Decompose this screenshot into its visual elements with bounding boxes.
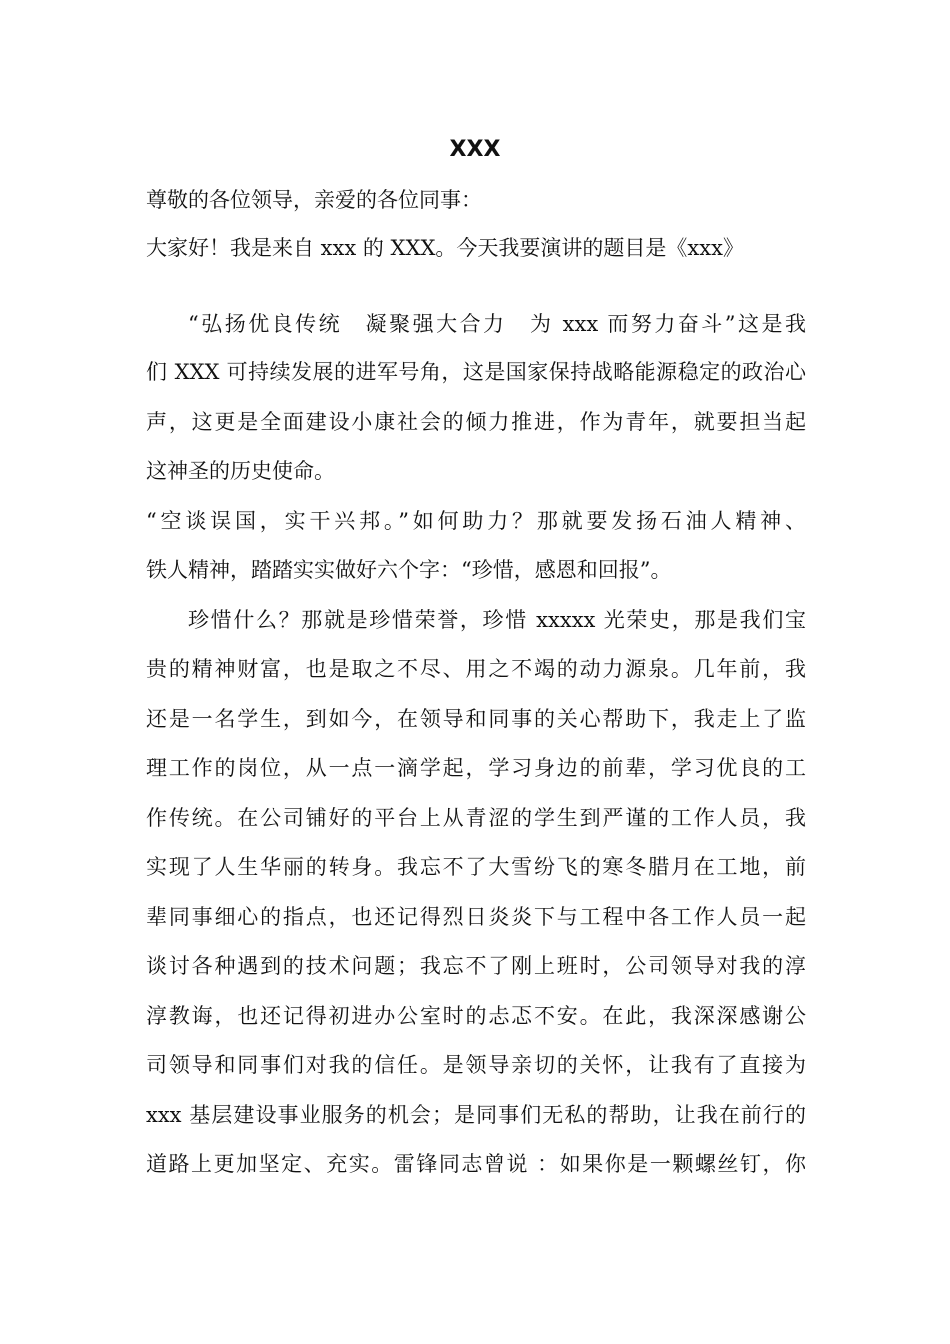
- paragraph-line: 们 XXX 可持续发展的进军号角，这是国家保持战略能源稳定的政治心: [146, 360, 806, 384]
- paragraph-line: 声，这更是全面建设小康社会的倾力推进，作为青年，就要担当起: [146, 410, 806, 434]
- paragraph-line: 贵的精神财富，也是取之不尽、用之不竭的动力源泉。几年前，我: [146, 657, 806, 681]
- paragraph-line: 理工作的岗位，从一点一滴学起，学习身边的前辈，学习优良的工: [146, 756, 806, 780]
- paragraph-line: 珍惜什么？那就是珍惜荣誉，珍惜 xxxxx 光荣史，那是我们宝: [188, 608, 806, 632]
- paragraph-line: 道路上更加坚定、充实。雷锋同志曾说 ：如果你是一颗螺丝钉，你: [146, 1152, 806, 1176]
- paragraph-line: “弘扬优良传统 凝聚强大合力 为 xxx 而努力奋斗”这是我: [188, 312, 806, 336]
- paragraph-line: 司领导和同事们对我的信任。是领导亲切的关怀，让我有了直接为: [146, 1053, 806, 1077]
- paragraph-line: xxx 基层建设事业服务的机会；是同事们无私的帮助，让我在前行的: [146, 1103, 806, 1127]
- document-title: XXX: [449, 137, 501, 162]
- paragraph-line: “空谈误国，实干兴邦。”如何助力？那就要发扬石油人精神、: [146, 509, 806, 533]
- paragraph-line: 谈讨各种遇到的技术问题；我忘不了刚上班时，公司领导对我的淳: [146, 954, 806, 978]
- paragraph-line: 淳教诲，也还记得初进办公室时的忐忑不安。在此，我深深感谢公: [146, 1004, 806, 1028]
- paragraph-line: 还是一名学生，到如今，在领导和同事的关心帮助下，我走上了监: [146, 707, 806, 731]
- paragraph-line: 实现了人生华丽的转身。我忘不了大雪纷飞的寒冬腊月在工地，前: [146, 855, 806, 879]
- paragraph-line: 铁人精神，踏踏实实做好六个字：“珍惜，感恩和回报”。: [146, 558, 672, 582]
- salutation: 尊敬的各位领导，亲爱的各位同事：: [146, 188, 482, 212]
- greeting: 大家好！我是来自 xxx 的 XXX。今天我要演讲的题目是《xxx》: [146, 236, 744, 260]
- paragraph-line: 作传统。在公司铺好的平台上从青涩的学生到严谨的工作人员，我: [146, 806, 806, 830]
- paragraph-line: 这神圣的历史使命。: [146, 459, 335, 483]
- paragraph-line: 辈同事细心的指点，也还记得烈日炎炎下与工程中各工作人员一起: [146, 905, 806, 929]
